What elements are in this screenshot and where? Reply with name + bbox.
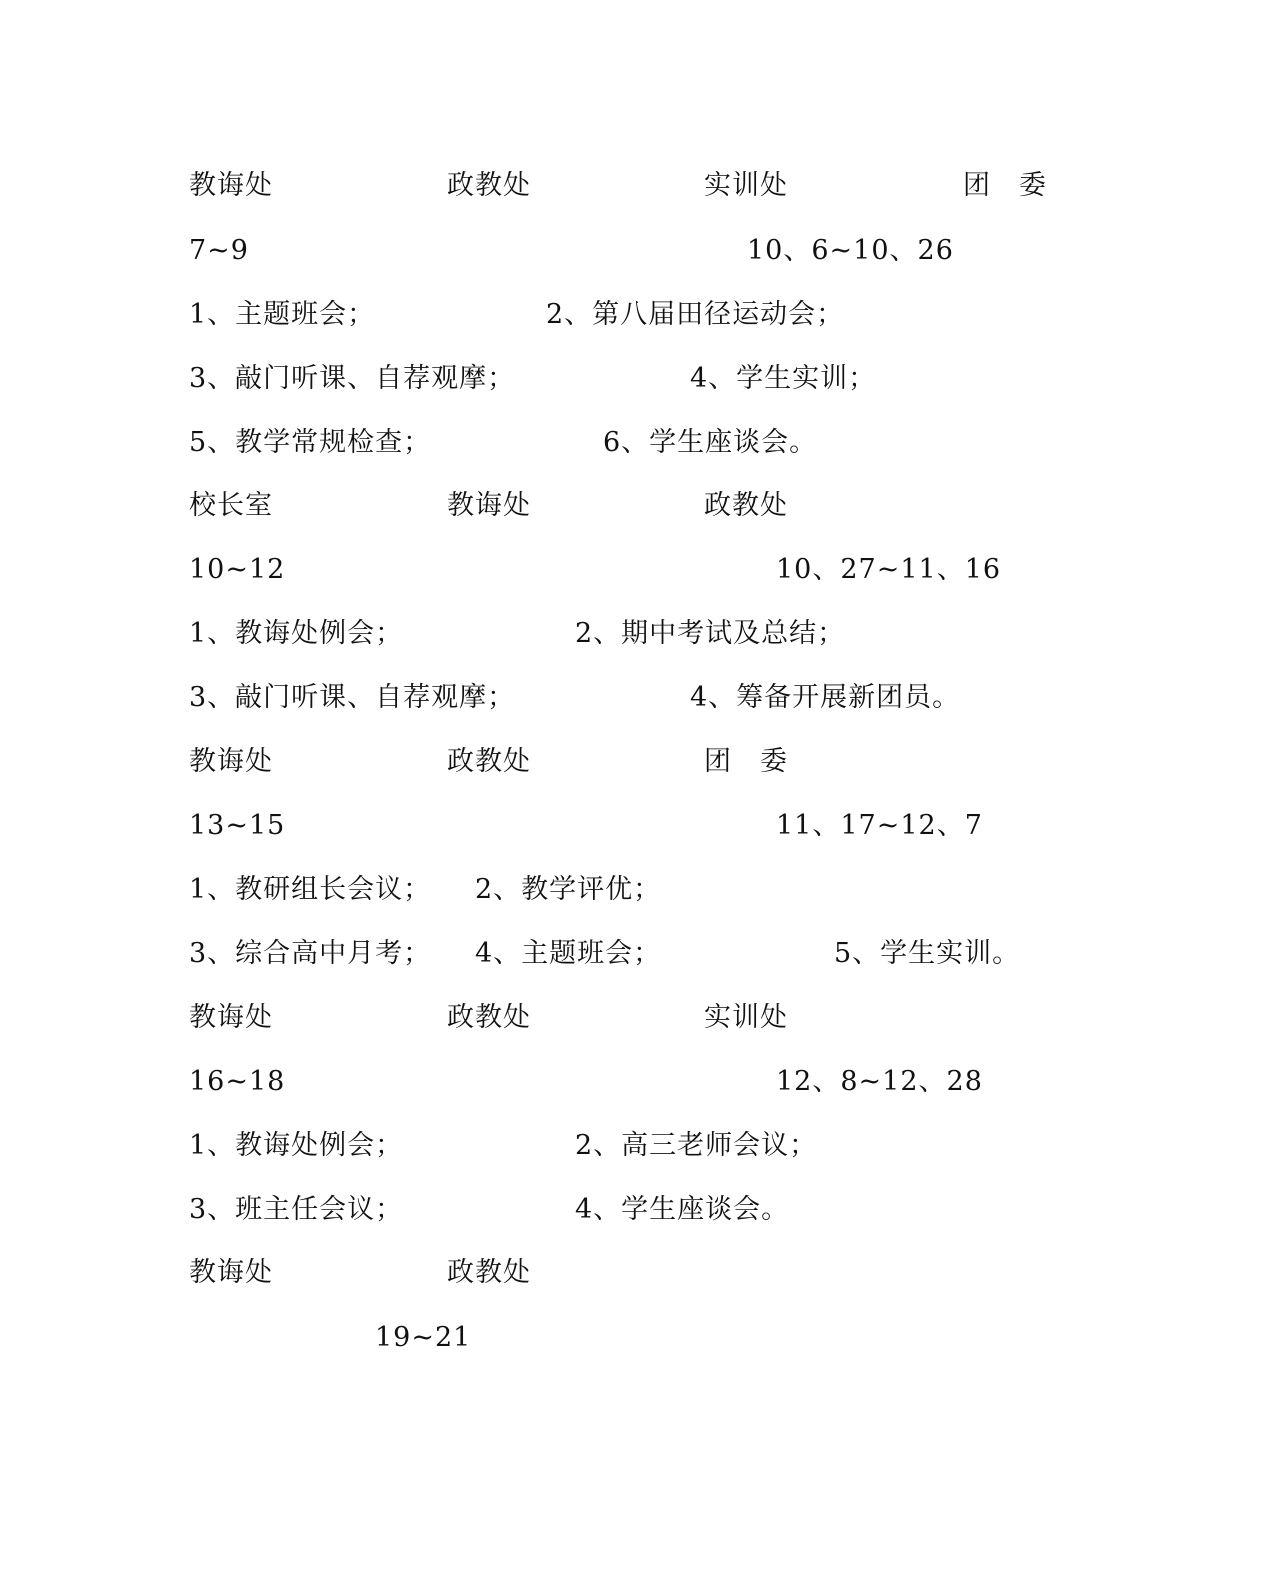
week-date-row [0,231,1275,271]
task-row [0,423,1275,463]
text-cell: 10、27~11、16 [776,554,1002,585]
week-date-row [0,1062,1275,1102]
text-cell: 7~9 [189,235,249,266]
text-cell: 11、17~12、7 [776,810,983,841]
text-cell: 校长室 [189,490,273,521]
task-row [0,295,1275,335]
text-cell: 12、8~12、28 [776,1066,983,1097]
text-cell: 16~18 [189,1066,286,1097]
text-cell: 1、教诲处例会； [189,618,404,649]
dept-row [0,742,1275,782]
task-row [0,678,1275,718]
week-date-row [0,550,1275,590]
text-cell: 教诲处 [189,170,273,201]
text-cell: 1、教研组长会议； [189,874,432,905]
text-cell: 实训处 [704,170,788,201]
text-cell: 政教处 [447,1257,531,1288]
text-cell: 教诲处 [189,1002,273,1033]
week-date-row [0,1318,1275,1358]
text-cell: 13~15 [189,810,286,841]
dept-row [0,998,1275,1038]
text-cell: 2、期中考试及总结； [575,618,846,649]
text-cell: 2、高三老师会议； [575,1130,818,1161]
text-cell: 实训处 [704,1002,788,1033]
text-cell: 4、主题班会； [475,938,662,969]
text-cell: 教诲处 [447,490,531,521]
text-cell: 政教处 [447,1002,531,1033]
text-cell: 政教处 [447,170,531,201]
text-cell: 5、学生实训。 [834,938,1021,969]
text-cell: 1、主题班会； [189,299,376,330]
text-cell: 团 委 [704,746,788,777]
task-row [0,1126,1275,1166]
text-cell: 团 委 [963,170,1047,201]
text-cell: 教诲处 [189,746,273,777]
dept-row [0,1253,1275,1293]
text-cell: 19~21 [375,1322,472,1353]
text-cell: 3、敲门听课、自荐观摩； [189,363,516,394]
text-cell: 教诲处 [189,1257,273,1288]
text-cell: 3、班主任会议； [189,1194,404,1225]
task-row [0,934,1275,974]
text-cell: 4、学生实训； [690,363,877,394]
dept-row [0,486,1275,526]
text-cell: 政教处 [447,746,531,777]
task-row [0,614,1275,654]
text-cell: 4、筹备开展新团员。 [690,682,961,713]
text-cell: 3、综合高中月考； [189,938,432,969]
text-cell: 2、第八届田径运动会； [546,299,845,330]
text-cell: 3、敲门听课、自荐观摩； [189,682,516,713]
text-cell: 4、学生座谈会。 [575,1194,790,1225]
text-cell: 1、教诲处例会； [189,1130,404,1161]
text-cell: 5、教学常规检查； [189,427,432,458]
text-cell: 2、教学评优； [475,874,662,905]
task-row [0,1190,1275,1230]
text-cell: 6、学生座谈会。 [603,427,818,458]
task-row [0,870,1275,910]
week-date-row [0,806,1275,846]
dept-row [0,166,1275,206]
text-cell: 10、6~10、26 [747,235,954,266]
text-cell: 政教处 [704,490,788,521]
task-row [0,359,1275,399]
text-cell: 10~12 [189,554,286,585]
